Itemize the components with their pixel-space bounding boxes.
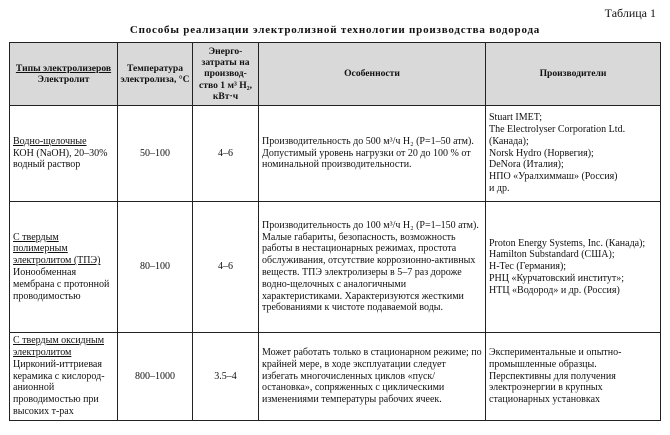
producer-item: НТЦ «Водород» и др. (Россия) bbox=[489, 284, 620, 296]
producer-item: DeNora (Италия); bbox=[489, 159, 564, 171]
table-row bbox=[10, 333, 661, 421]
producer-item: и др. bbox=[489, 182, 510, 194]
producer-item: Proton Energy Systems, Inc. (Канада); bbox=[489, 237, 646, 249]
table-row bbox=[10, 106, 661, 202]
type-cell bbox=[10, 202, 118, 333]
table-header-row bbox=[10, 43, 661, 106]
electrolyzer-type: Водно-щелочные bbox=[13, 135, 87, 147]
energy-cell: 3.5–4 bbox=[193, 333, 259, 421]
producers-cell bbox=[486, 333, 661, 421]
producer-item: Stuart IMET; bbox=[489, 112, 543, 124]
temperature-cell: 80–100 bbox=[118, 202, 193, 333]
type-cell bbox=[10, 106, 118, 202]
header-electrolyte: Электролит bbox=[37, 74, 90, 85]
table-row bbox=[10, 202, 661, 333]
electrolyzer-type: С твердым оксидным электролитом bbox=[13, 335, 105, 358]
producers-cell bbox=[486, 202, 661, 333]
table-number: Таблица 1 bbox=[604, 6, 656, 20]
electrolyte: Ионообменная мембрана с протонной проводимостью bbox=[13, 267, 110, 302]
producer-item: НПО «Уралхиммаш» (Россия) bbox=[489, 171, 618, 183]
features-cell: Производительность до 500 м³/ч Н₂ (P=1–50 атм). Допустимый уровень нагрузки от 20 до 100 % от номинальной производительности. bbox=[259, 106, 486, 202]
producer-item: Norsk Hydro (Норвегия); bbox=[489, 147, 594, 159]
producer-item: Экспериментальные и опытно-промышленные образцы. Перспективны для получения электроэнергии в крупных стационарных установках bbox=[489, 347, 622, 406]
temperature-cell: 50–100 bbox=[118, 106, 193, 202]
electrolyte: Цирконий-иттриевая керамика с кислород-анионной проводимостью при высоких т-рах bbox=[13, 358, 105, 417]
type-cell bbox=[10, 333, 118, 421]
electrolyzer-type: С твердым полимерным электролитом (ТПЭ) bbox=[13, 231, 101, 267]
producers-cell bbox=[486, 106, 661, 202]
producer-item: The Electrolyser Corporation Ltd. (Канада); bbox=[489, 124, 626, 147]
electrolyzer-table bbox=[9, 42, 661, 421]
table-title: Способы реализации электролизной технологии производства водорода bbox=[129, 24, 541, 36]
producer-item: Hamilton Substandard (США); bbox=[489, 249, 615, 261]
header-type-electrolyte bbox=[10, 43, 118, 106]
producer-item: РНЦ «Курчатовский институт»; bbox=[489, 272, 625, 284]
header-producers: Производители bbox=[486, 43, 661, 106]
electrolyte: КОН (NaOH), 20–30% водный раствор bbox=[13, 147, 108, 171]
header-energy: Энерго-затраты на производ-ство 1 м³ Н₂, кВт·ч bbox=[193, 43, 259, 106]
header-type: Типы электролизеров bbox=[15, 62, 112, 74]
energy-cell: 4–6 bbox=[193, 202, 259, 333]
header-temperature: Температура электролиза, °С bbox=[118, 43, 193, 106]
header-features: Особенности bbox=[259, 43, 486, 106]
producer-item: H-Tec (Германия); bbox=[489, 261, 567, 273]
features-cell: Может работать только в стационарном режиме; по крайней мере, в ходе эксплуатации следует избегать многочисленных циклов «пуск/остановка», сопряженных с циклическими изменениями температуры рабочих ячеек. bbox=[259, 333, 486, 421]
energy-cell: 4–6 bbox=[193, 106, 259, 202]
temperature-cell: 800–1000 bbox=[118, 333, 193, 421]
features-cell: Производительность до 100 м³/ч Н₂ (P=1–150 атм). Малые габариты, безопасность, возможность работы в нестационарных режимах, простота обслуживания, отсутствие коррозионно-активных веществ. ТПЭ электролизеры в 5–7 раз дороже водно-щелочных с аналогичными характеристиками. Характеризуются жесткими требованиями к чистоте подаваемой воды. bbox=[259, 202, 486, 333]
